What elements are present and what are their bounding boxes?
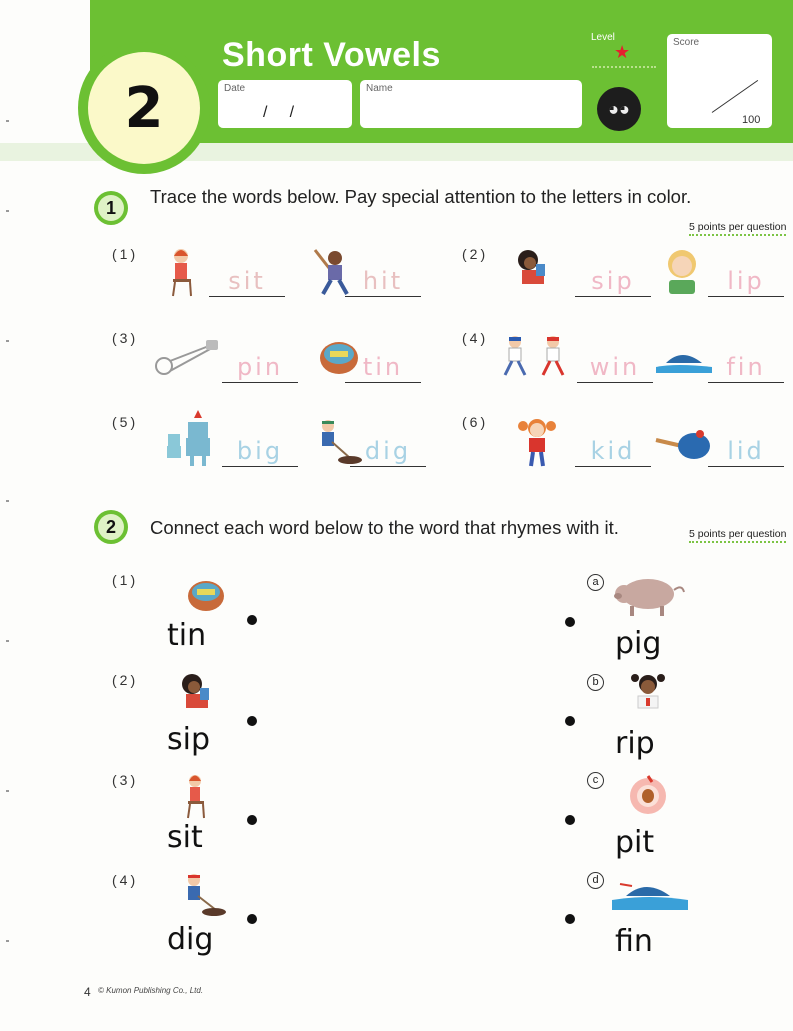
section1-number: 1 xyxy=(98,195,124,221)
trace-word[interactable]: dig xyxy=(350,436,426,467)
date-separators: / / xyxy=(263,104,295,121)
question-number: (2) xyxy=(112,672,139,688)
level-star-icon: ★ xyxy=(614,42,631,62)
question-number: (5) xyxy=(112,414,139,430)
question-number: (2) xyxy=(462,246,489,262)
question-number: (1) xyxy=(112,572,139,588)
left-word: dig xyxy=(167,922,214,957)
section1-points: 5 points per question xyxy=(689,221,786,236)
name-label: Name xyxy=(366,83,393,94)
margin-mark xyxy=(6,640,9,642)
boy-sipping-icon xyxy=(512,248,556,288)
connect-dot[interactable] xyxy=(247,815,257,825)
right-word: pig xyxy=(615,626,662,661)
copyright: © Kumon Publishing Co., Ltd. xyxy=(98,986,204,995)
page-title: Short Vowels xyxy=(222,36,441,74)
margin-mark xyxy=(6,940,9,942)
ghost-character-icon: ◕◕ xyxy=(597,87,641,131)
trace-word[interactable]: sit xyxy=(209,266,285,297)
boy-digging-icon xyxy=(176,872,228,918)
trace-word[interactable]: hit xyxy=(345,266,421,297)
trace-word[interactable]: big xyxy=(222,436,298,467)
question-number: (6) xyxy=(462,414,489,430)
question-number: (4) xyxy=(112,872,139,888)
margin-mark xyxy=(6,500,9,502)
score-label: Score xyxy=(673,37,700,48)
choice-letter: c xyxy=(587,772,604,789)
girl-sitting-icon xyxy=(163,246,199,298)
margin-mark xyxy=(6,790,9,792)
shark-fin-icon xyxy=(610,876,690,912)
boys-running-icon xyxy=(497,333,577,379)
connect-dot[interactable] xyxy=(565,914,575,924)
right-word: fin xyxy=(615,924,653,959)
connect-dot[interactable] xyxy=(565,815,575,825)
robots-icon xyxy=(158,408,216,468)
connect-dot[interactable] xyxy=(565,716,575,726)
date-label: Date xyxy=(224,83,246,94)
peach-pit-icon xyxy=(626,772,670,816)
level-dots xyxy=(592,66,656,68)
girl-face-icon xyxy=(661,246,703,296)
level-label: Level xyxy=(591,32,615,43)
date-field[interactable] xyxy=(218,80,352,128)
connect-dot[interactable] xyxy=(247,914,257,924)
pot-lid-icon xyxy=(652,426,712,462)
score-total: 100 xyxy=(742,114,761,126)
connect-dot[interactable] xyxy=(247,716,257,726)
right-word: rip xyxy=(615,726,655,761)
trace-word[interactable]: tin xyxy=(345,352,421,383)
tin-can-icon xyxy=(186,578,226,614)
left-word: sip xyxy=(167,722,211,757)
choice-letter: a xyxy=(587,574,604,591)
girl-pigtails-icon xyxy=(515,416,559,468)
trace-word[interactable]: lid xyxy=(708,436,784,467)
trace-word[interactable]: sip xyxy=(575,266,651,297)
trace-word[interactable]: pin xyxy=(222,352,298,383)
section2-number: 2 xyxy=(98,514,124,540)
boy-sipping-icon xyxy=(176,672,218,712)
girl-sitting-icon xyxy=(180,772,210,820)
girl-face-icon xyxy=(628,672,668,712)
page-number: 4 xyxy=(84,985,91,999)
question-number: (1) xyxy=(112,246,139,262)
section1-instruction: Trace the words below. Pay special attention to the letters in color. xyxy=(150,186,692,207)
margin-mark xyxy=(6,120,9,122)
trace-word[interactable]: kid xyxy=(575,436,651,467)
trace-word[interactable]: lip xyxy=(708,266,784,297)
question-number: (4) xyxy=(462,330,489,346)
safety-pin-icon xyxy=(152,338,222,378)
section1-badge xyxy=(94,191,128,225)
margin-mark xyxy=(6,210,9,212)
question-number: (3) xyxy=(112,772,139,788)
trace-word[interactable]: win xyxy=(577,352,653,383)
choice-letter: d xyxy=(587,872,604,889)
shark-fin-icon xyxy=(652,345,714,375)
choice-letter: b xyxy=(587,674,604,691)
trace-word[interactable]: fin xyxy=(708,352,784,383)
connect-dot[interactable] xyxy=(247,615,257,625)
question-number: (3) xyxy=(112,330,139,346)
left-word: tin xyxy=(167,618,207,653)
pig-icon xyxy=(610,572,690,618)
margin-mark xyxy=(6,340,9,342)
left-word: sit xyxy=(167,820,203,855)
right-word: pit xyxy=(615,825,655,860)
section2-points: 5 points per question xyxy=(689,528,786,543)
section2-badge xyxy=(94,510,128,544)
connect-dot[interactable] xyxy=(565,617,575,627)
name-field[interactable] xyxy=(360,80,582,128)
section2-instruction: Connect each word below to the word that rhymes with it. xyxy=(150,517,619,538)
unit-number: 2 xyxy=(88,52,200,164)
